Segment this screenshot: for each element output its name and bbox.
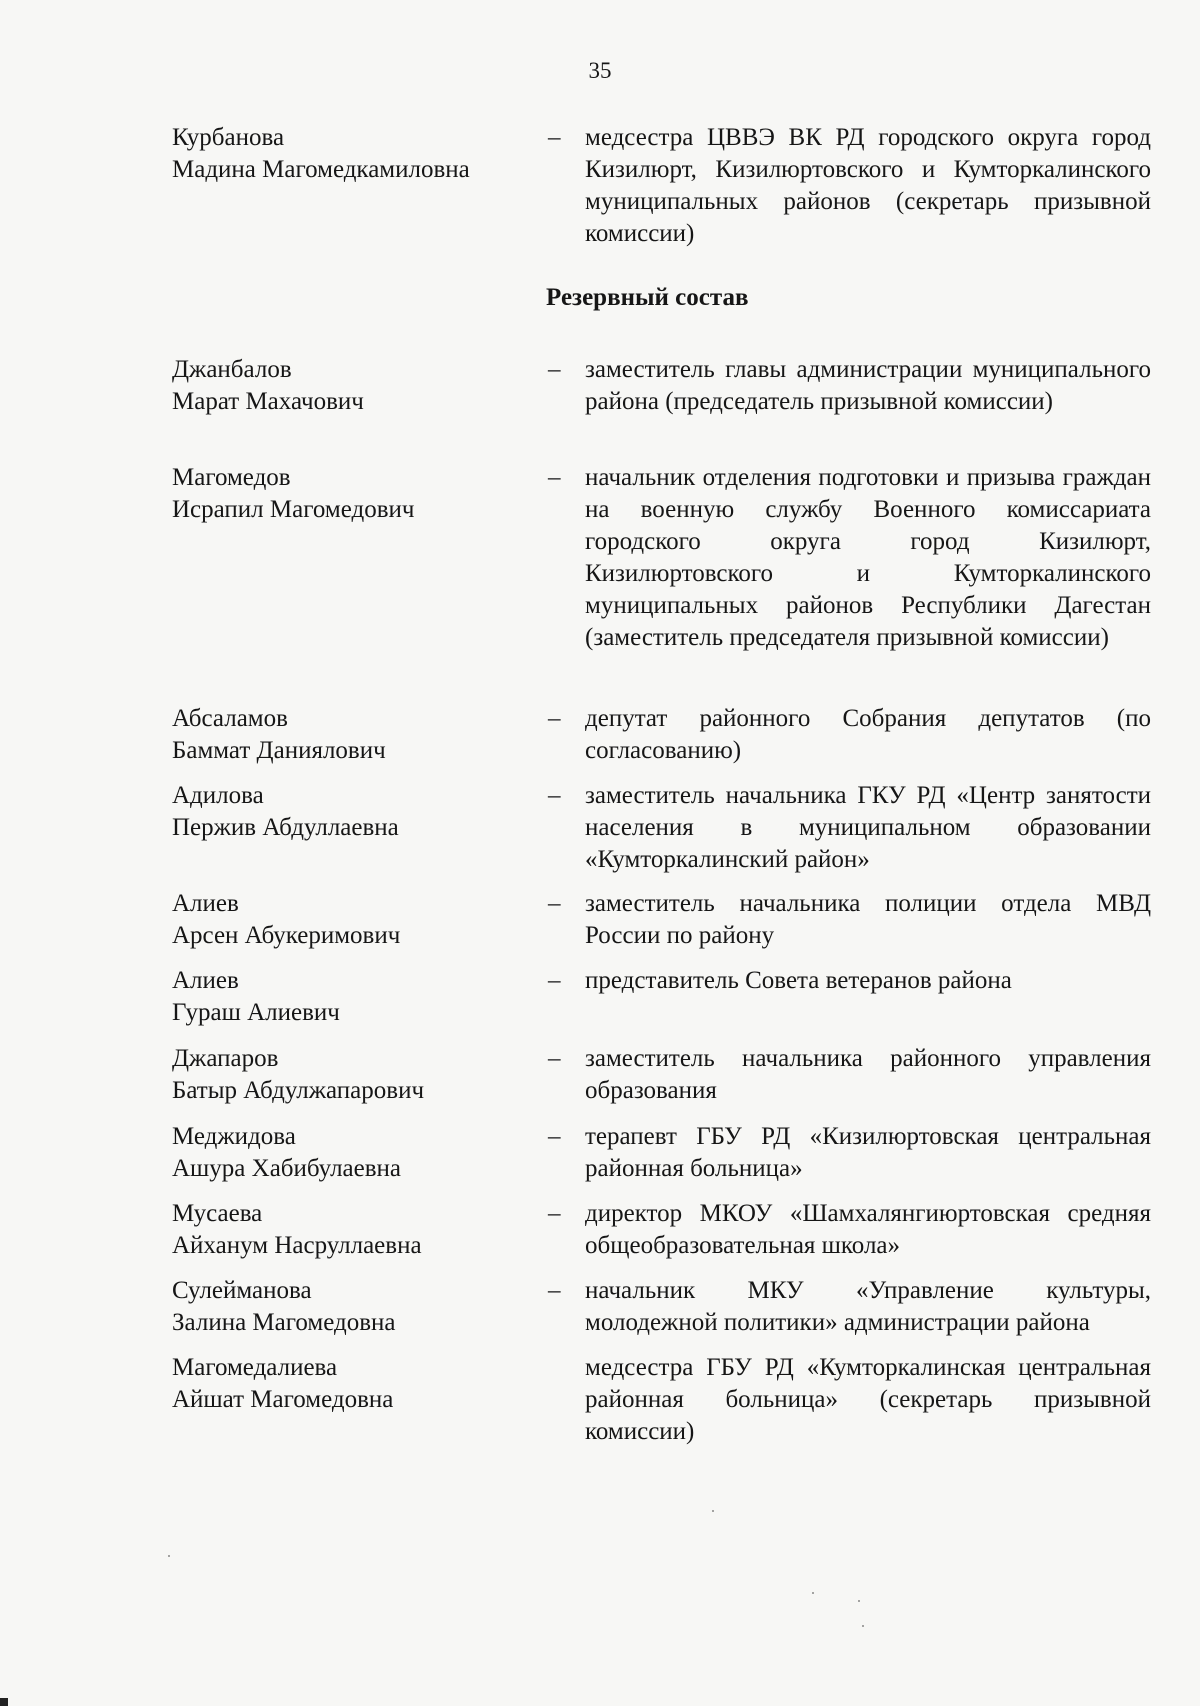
role-description: заместитель начальника ГКУ РД «Центр занятости населения в муниципальном образовании «Кумторкалинский район» <box>585 782 1151 873</box>
given-names: Баммат Даниялович <box>172 737 386 764</box>
surname: Алиев <box>172 890 239 917</box>
dash: – <box>548 967 561 994</box>
given-names: Ашура Хабибулаевна <box>172 1155 402 1182</box>
surname: Меджидова <box>172 1123 296 1150</box>
surname: Адилова <box>172 782 264 809</box>
surname: Мусаева <box>172 1200 263 1227</box>
role-description: заместитель начальника районного управления образования <box>585 1045 1151 1104</box>
given-names: Батыр Абдулжапарович <box>172 1077 425 1104</box>
scan-speck <box>712 1510 714 1512</box>
dash: – <box>548 782 561 809</box>
surname: Сулейманова <box>172 1277 312 1304</box>
surname: Магомедалиева <box>172 1354 338 1381</box>
surname: Алиев <box>172 967 239 994</box>
surname: Джапаров <box>172 1045 279 1072</box>
dash: – <box>548 356 561 383</box>
surname: Магомедов <box>172 464 291 491</box>
given-names: Айшат Магомедовна <box>172 1386 394 1413</box>
role-description: начальник МКУ «Управление культуры, молодежной политики» администрации района <box>585 1277 1151 1336</box>
given-names: Залина Магомедовна <box>172 1309 396 1336</box>
person-name <box>172 462 552 526</box>
scan-corner-mark <box>0 1698 8 1706</box>
person-name <box>172 354 552 418</box>
person-name <box>172 1198 552 1262</box>
person-name <box>172 1275 552 1339</box>
dash: – <box>548 1045 561 1072</box>
dash: – <box>548 1277 561 1304</box>
dash: – <box>548 1200 561 1227</box>
given-names: Гураш Алиевич <box>172 999 340 1026</box>
dash: – <box>548 705 561 732</box>
person-name <box>172 780 552 844</box>
page-number: 35 <box>588 58 612 83</box>
dash: – <box>548 890 561 917</box>
person-name <box>172 1352 552 1416</box>
surname: Курбанова <box>172 124 285 151</box>
surname: Абсаламов <box>172 705 288 732</box>
role-description: заместитель главы администрации муниципального района (председатель призывной комиссии) <box>585 356 1151 415</box>
role-description: представитель Совета ветеранов района <box>585 967 1012 994</box>
given-names: Арсен Абукеримович <box>172 922 401 949</box>
role-description: медсестра ЦВВЭ ВК РД городского округа город Кизилюрт, Кизилюртовского и Кумторкалинского муниципальных районов (секретарь призывной комиссии) <box>585 124 1151 247</box>
role-description: директор МКОУ «Шамхалянгиюртовская средняя общеобразовательная школа» <box>585 1200 1151 1259</box>
scan-speck <box>168 1555 170 1557</box>
person-name <box>172 1121 552 1185</box>
role-description: начальник отделения подготовки и призыва граждан на военную службу Военного комиссариата городского округа город Кизилюрт, Кизилюртовского и Кумторкалинского муниципальных районов Республики Дагестан (заместитель председателя призывной комиссии) <box>585 464 1151 651</box>
role-description: терапевт ГБУ РД «Кизилюртовская центральная районная больница» <box>585 1123 1151 1182</box>
scan-speck <box>862 1625 864 1627</box>
given-names: Исрапил Магомедович <box>172 496 415 523</box>
person-name <box>172 122 552 186</box>
role-description: медсестра ГБУ РД «Кумторкалинская центральная районная больница» (секретарь призывной комиссии) <box>585 1354 1151 1445</box>
surname: Джанбалов <box>172 356 292 383</box>
dash: – <box>548 1123 561 1150</box>
role-description: заместитель начальника полиции отдела МВД России по району <box>585 890 1151 949</box>
person-name <box>172 1043 552 1107</box>
person-name <box>172 703 552 767</box>
role-description: депутат районного Собрания депутатов (по согласованию) <box>585 705 1151 764</box>
person-name <box>172 965 552 1029</box>
scan-speck <box>812 1592 814 1594</box>
given-names: Марат Махачович <box>172 388 364 415</box>
given-names: Пержив Абдуллаевна <box>172 814 399 841</box>
dash: – <box>548 124 561 151</box>
dash: – <box>548 464 561 491</box>
person-name <box>172 888 552 952</box>
given-names: Мадина Магомедкамиловна <box>172 156 470 183</box>
section-heading: Резервный состав <box>546 284 749 311</box>
given-names: Айханум Насруллаевна <box>172 1232 422 1259</box>
scan-speck <box>858 1600 860 1602</box>
